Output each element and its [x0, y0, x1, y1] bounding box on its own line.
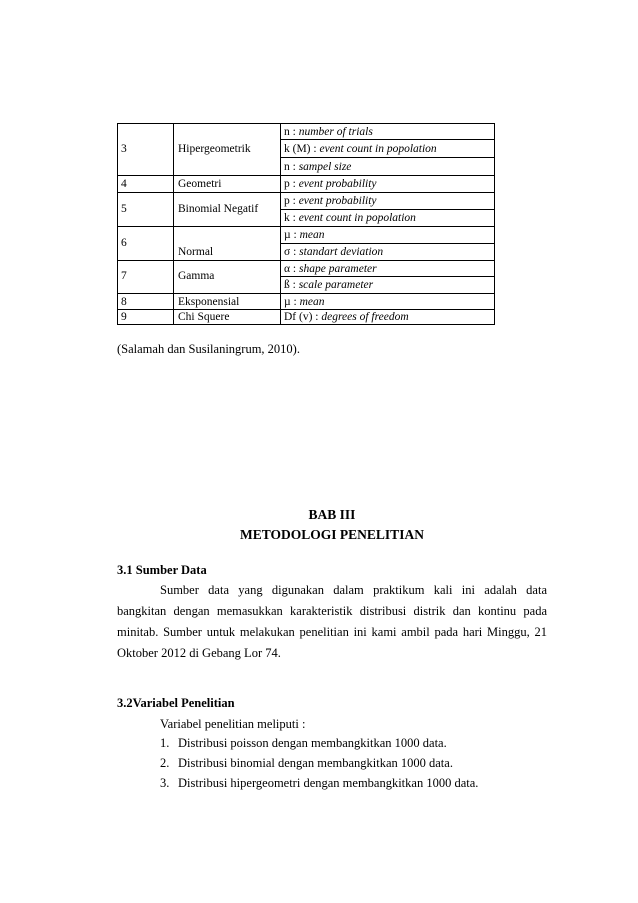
- paragraph-line: Sumber data yang digunakan dalam praktikum kali ini adalah data: [160, 583, 547, 597]
- row-number: 4: [121, 178, 127, 190]
- list-item: 2. Distribusi binomial dengan membangkitkan 1000 data.: [160, 756, 453, 770]
- param-cell: p : event probability: [284, 195, 377, 207]
- distribution-name: Binomial Negatif: [178, 203, 259, 215]
- param-divider: [280, 157, 494, 158]
- param-cell: α : shape parameter: [284, 263, 377, 275]
- row-divider: [118, 293, 494, 294]
- column-divider: [173, 124, 174, 324]
- distribution-name: Normal: [178, 246, 214, 258]
- param-cell: µ : mean: [284, 229, 325, 241]
- section-paragraph: [117, 580, 547, 664]
- param-cell: n : sampel size: [284, 161, 352, 173]
- distribution-name: Chi Squere: [178, 311, 230, 323]
- row-number: 8: [121, 296, 127, 308]
- param-divider: [280, 209, 494, 210]
- param-cell: µ : mean: [284, 296, 325, 308]
- distribution-table: [117, 123, 495, 325]
- paragraph-line: minitab. Sumber untuk melakukan penelitian ini kami ambil pada hari Minggu, 21: [117, 625, 547, 639]
- param-cell: n : number of trials: [284, 126, 373, 138]
- variable-list: [160, 715, 478, 792]
- distribution-name: Gamma: [178, 270, 215, 282]
- list-item: 3. Distribusi hipergeometri dengan membangkitkan 1000 data.: [160, 776, 479, 790]
- row-number: 9: [121, 311, 127, 323]
- row-divider: [118, 260, 494, 261]
- distribution-name: Geometri: [178, 178, 222, 190]
- row-number: 7: [121, 270, 127, 282]
- param-divider: [280, 243, 494, 244]
- param-cell: k : event count in popolation: [284, 212, 416, 224]
- chapter-number: BAB III: [308, 507, 356, 522]
- row-divider: [118, 175, 494, 176]
- param-divider: [280, 276, 494, 277]
- param-cell: p : event probability: [284, 178, 377, 190]
- paragraph-line: Oktober 2012 di Gebang Lor 74.: [117, 646, 281, 660]
- param-cell: σ : standart deviation: [284, 246, 384, 258]
- param-divider: [280, 139, 494, 140]
- table-source-citation: (Salamah dan Susilaningrum, 2010).: [117, 342, 300, 356]
- section-heading: 3.2Variabel Penelitian: [117, 696, 235, 710]
- param-cell: Df (v) : degrees of freedom: [284, 311, 409, 323]
- paragraph-line: bangkitan dengan memasukkan karakteristik distribusi distrik dan kontinu pada: [117, 604, 547, 618]
- chapter-title: METODOLOGI PENELITIAN: [240, 527, 424, 542]
- row-number: 6: [121, 237, 127, 249]
- row-divider: [118, 192, 494, 193]
- param-cell: ß : scale parameter: [284, 279, 374, 291]
- param-cell: k (M) : event count in popolation: [284, 143, 437, 155]
- distribution-name: Hipergeometrik: [178, 143, 251, 155]
- column-divider: [280, 124, 281, 324]
- distribution-name: Eksponensial: [178, 296, 240, 308]
- row-number: 5: [121, 203, 127, 215]
- row-number: 3: [121, 143, 127, 155]
- row-divider: [118, 226, 494, 227]
- section-heading: 3.1 Sumber Data: [117, 563, 207, 577]
- list-item: 1. Distribusi poisson dengan membangkitkan 1000 data.: [160, 736, 447, 750]
- list-intro: Variabel penelitian meliputi :: [160, 717, 306, 731]
